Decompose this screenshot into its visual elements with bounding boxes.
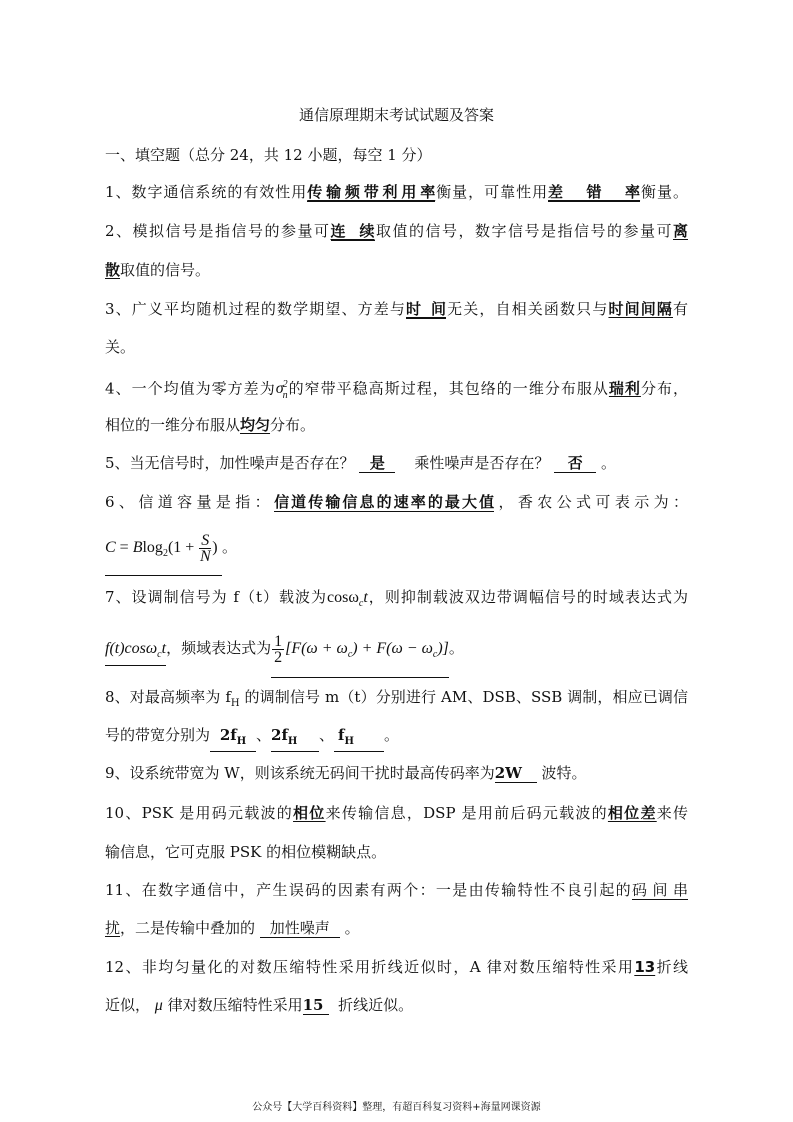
q2-text: 取值的信号，数字信号是指信号的参量可 (374, 222, 673, 240)
q11-answer-1-cont: 扰 (105, 919, 121, 937)
question-11-cont (105, 917, 688, 939)
q3-text: 3、广义平均随机过程的数学期望、方差与 (105, 300, 407, 318)
question-2 (105, 220, 688, 242)
q2-text: 取值的信号。 (120, 261, 211, 279)
q12-text: 律对数压缩特性采用 (167, 996, 303, 1014)
q1-text: 衡量，可靠性用 (435, 183, 549, 201)
question-1 (105, 181, 688, 203)
question-12 (105, 956, 688, 978)
question-9 (105, 762, 688, 784)
shannon-formula: C = Blog$_2$(1 + $\frac{S}{N}$ ) 。 (105, 526, 688, 568)
q4-text: 分布， (640, 379, 688, 398)
q8-answer-dsb: $2f_H$ (271, 726, 319, 752)
q9-text: 9、设系统带宽为 W，则该系统无码间干扰时最高传码率为 (105, 764, 495, 782)
q7-text: ，频域表达式为 (166, 639, 272, 657)
q11-answer-1: 码间串 (632, 881, 688, 899)
q12-text: 折线 (655, 958, 688, 976)
q6-text: ，香农公式可表示为： (494, 493, 688, 511)
question-7 (105, 586, 688, 615)
q10-text: 10、PSK 是用码元载波的 (105, 804, 294, 822)
question-7-cont (105, 626, 688, 670)
q1-text: 衡量。 (640, 183, 688, 201)
q7-answer-1: f(t)cosω$_c$t (105, 639, 166, 666)
q3-text: 有 (672, 300, 688, 318)
q6-text: 。 (222, 538, 238, 556)
q12-answer-1: 13 (634, 958, 656, 976)
q3-answer-2: 时间间隔 (608, 300, 673, 318)
q10-line2: 输信息，它可克服 PSK 的相位模糊缺点。 (105, 843, 387, 861)
question-5 (105, 452, 688, 474)
q9-answer: 2W (495, 764, 537, 783)
q8-answer-am: $2f_H$ (210, 726, 256, 752)
q12-text: 折线近似。 (338, 996, 414, 1014)
q11-answer-2: 加性噪声 (260, 919, 340, 938)
q5-answer-2: 否 (554, 454, 596, 473)
q8-text: 号的带宽分别为 (105, 726, 211, 744)
q2-answer-2: 离 (672, 222, 688, 240)
q2-answer-2-cont: 散 (105, 261, 121, 279)
mu-symbol: μ (154, 997, 163, 1014)
q12-text: 12、非均匀量化的对数压缩特性采用折线近似时，A 律对数压缩特性采用 (105, 958, 635, 976)
q10-answer-2: 相位差 (607, 804, 657, 822)
q4-answer-1: 瑞利 (608, 379, 641, 398)
q8-text: 8、对最高频率为 f (105, 688, 231, 706)
section-heading: 一、填空题（总分 24，共 12 小题，每空 1 分） (105, 146, 432, 164)
carrier-expr: cosω$_c$t (327, 589, 368, 610)
q7-answer-2: $\frac{1}{2}$ $[F(\omega + \omega_c) + F(\omega - \omega_c)]$ (271, 627, 449, 678)
question-6 (105, 491, 688, 513)
q4-text: 4、一个均值为零方差为 (105, 379, 276, 398)
q8-text: 的调制信号 m（t）分别进行 AM、DSB、SSB 调制，相应已调信 (239, 688, 688, 706)
q10-text: 来传 (656, 804, 688, 822)
q3-line2: 关。 (105, 338, 136, 356)
question-4-cont (105, 414, 688, 436)
q4-answer-2: 均匀 (240, 416, 271, 434)
q1-answer-1: 传输频带利用率 (307, 183, 436, 201)
q7-text: ，则抑制载波双边带调幅信号的时域表达式为 (367, 588, 688, 606)
document-title: 通信原理期末考试试题及答案 (298, 106, 494, 124)
q2-answer-1: 连续 (330, 222, 375, 240)
q10-answer-1: 相位 (293, 804, 326, 822)
question-11 (105, 879, 688, 901)
q7-text: 7、设调制信号为 f（t）载波为 (105, 588, 328, 606)
q12-answer-2: 15 (303, 996, 329, 1015)
q4-text: 相位的一维分布服从 (105, 416, 241, 434)
q4-text: 分布。 (270, 416, 316, 434)
question-8-cont: 号的带宽分别为 $2f_H$ 、$2f_H$ 、 $f_H$ 。 (105, 724, 688, 752)
question-8: 8、对最高频率为 $f_H$ 的调制信号 m（t）分别进行 AM、DSB、SSB 调制，相应已调信 (105, 688, 688, 709)
question-3 (105, 298, 688, 320)
q5-text: 。 (600, 454, 616, 472)
question-4 (105, 374, 688, 407)
q1-text: 1、数字通信系统的有效性用 (105, 183, 308, 201)
q11-text: 。 (344, 919, 360, 937)
q5-text: 5、当无信号时，加性噪声是否存在？ (105, 454, 355, 472)
sigma-symbol: $\sigma_n^2$ (275, 379, 288, 401)
q4-text: 的窄带平稳高斯过程，其包络的一维分布服从 (287, 379, 609, 398)
question-10 (105, 802, 688, 824)
q12-text: 近似， (105, 996, 151, 1014)
q6-answer: 信道传输信息的速率的最大值 (274, 493, 495, 511)
q1-answer-2: 差错率 (548, 183, 641, 201)
q8-answer-ssb: $f_H$ (334, 726, 384, 752)
q10-text: 来传输信息，DSP 是用前后码元载波的 (325, 804, 608, 822)
q5-text: 乘性噪声是否存在？ (414, 454, 550, 472)
q7-text: 。 (448, 639, 464, 657)
q11-text: 11、在数字通信中，产生误码的因素有两个：一是由传输特性不良引起的 (105, 881, 632, 899)
q11-text: ，二是传输中叠加的 (120, 919, 256, 937)
q2-text: 2、模拟信号是指信号的参量可 (105, 222, 331, 240)
q3-text: 无关，自相关函数只与 (446, 300, 609, 318)
q5-answer-1: 是 (359, 454, 395, 473)
question-2-cont (105, 259, 688, 281)
q9-text: 波特。 (541, 764, 587, 782)
q3-answer-1: 时间 (406, 300, 447, 318)
question-12-cont (105, 994, 688, 1017)
q6-text: 6、信道容量是指： (105, 493, 275, 511)
footer-note: 公众号【大学百科资料】整理，有超百科复习资料+海量网课资源 (252, 1102, 541, 1113)
